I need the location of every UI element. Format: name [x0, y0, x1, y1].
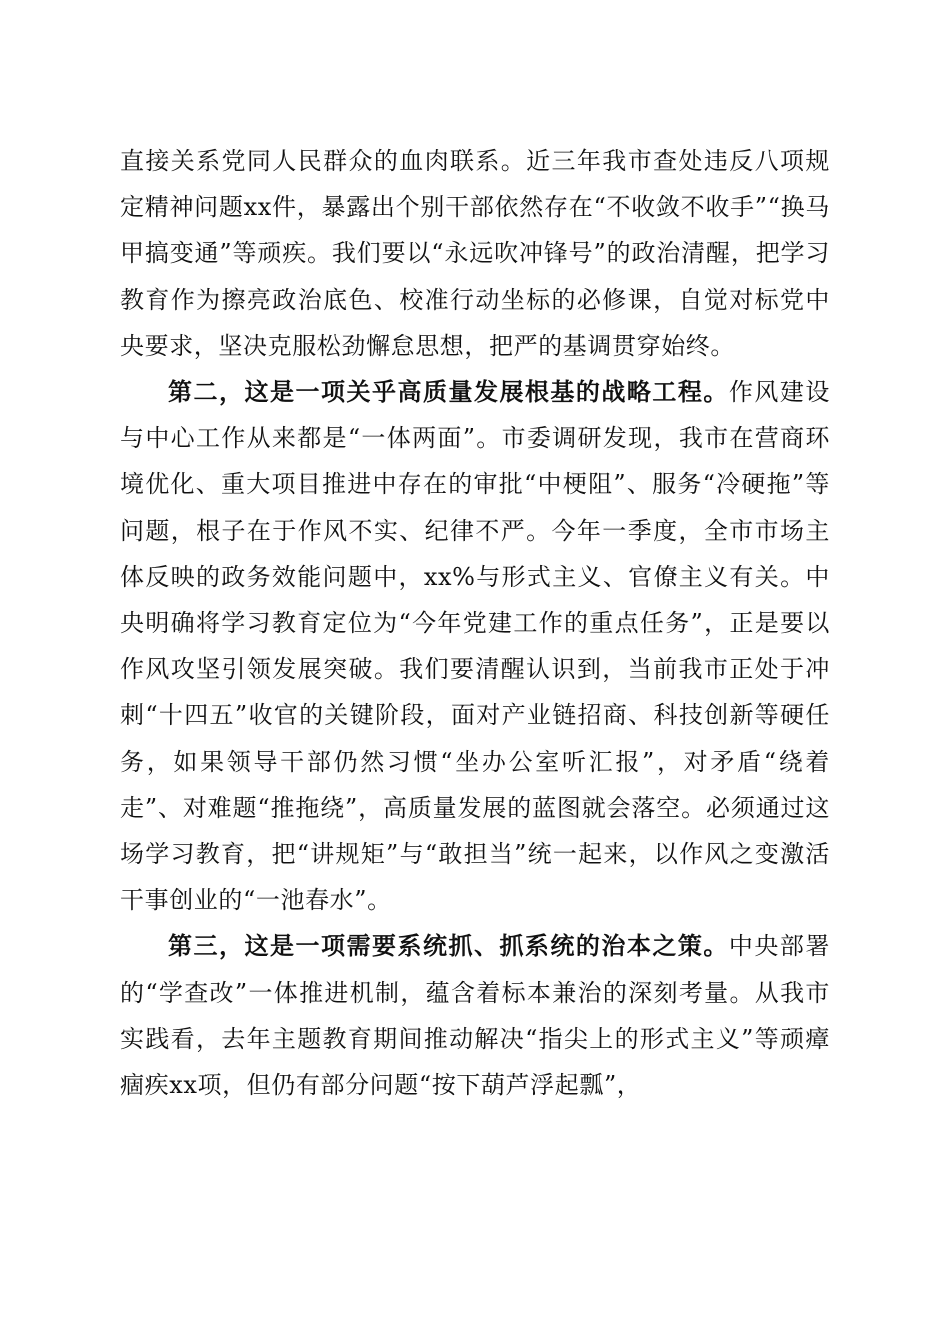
paragraph-1 — [120, 138, 830, 369]
paragraph-1-text: 直接关系党同人民群众的血肉联系。近三年我市查处违反八项规定精神问题xx件，暴露出个别干部依然存在“不收敛不收手”“换马甲搞变通”等顽疾。我们要以“永远吹冲锋号”的政治清醒，把学习教育作为擦亮政治底色、校准行动坐标的必修课，自觉对标党中央要求，坚决克服松劲懈怠思想，把严的基调贯穿始终。 — [120, 147, 830, 360]
paragraph-2 — [120, 369, 830, 923]
paragraph-3-text: 中央部署的“学查改”一体推进机制，蕴含着标本兼治的深刻考量。从我市实践看，去年主题教育期间推动解决“指尖上的形式主义”等顽瘴痼疾xx项，但仍有部分问题“按下葫芦浮起瓢”， — [120, 932, 830, 1100]
paragraph-2-heading: 第二，这是一项关乎高质量发展根基的战略工程。 — [168, 377, 729, 407]
document-body — [120, 138, 830, 1108]
paragraph-3-heading: 第三，这是一项需要系统抓、抓系统的治本之策。 — [168, 931, 729, 961]
paragraph-3 — [120, 923, 830, 1108]
paragraph-2-text: 作风建设与中心工作从来都是“一体两面”。市委调研发现，我市在营商环境优化、重大项目推进中存在的审批“中梗阻”、服务“冷硬拖”等问题，根子在于作风不实、纪律不严。今年一季度，全市市场主体反映的政务效能问题中，xx%与形式主义、官僚主义有关。中央明确将学习教育定位为“今年党建工作的重点任务”，正是要以作风攻坚引领发展突破。我们要清醒认识到，当前我市正处于冲刺“十四五”收官的关键阶段，面对产业链招商、科技创新等硬任务，如果领导干部仍然习惯“坐办公室听汇报”，对矛盾“绕着走”、对难题“推拖绕”，高质量发展的蓝图就会落空。必须通过这场学习教育，把“讲规矩”与“敢担当”统一起来，以作风之变激活干事创业的“一池春水”。 — [120, 378, 830, 915]
